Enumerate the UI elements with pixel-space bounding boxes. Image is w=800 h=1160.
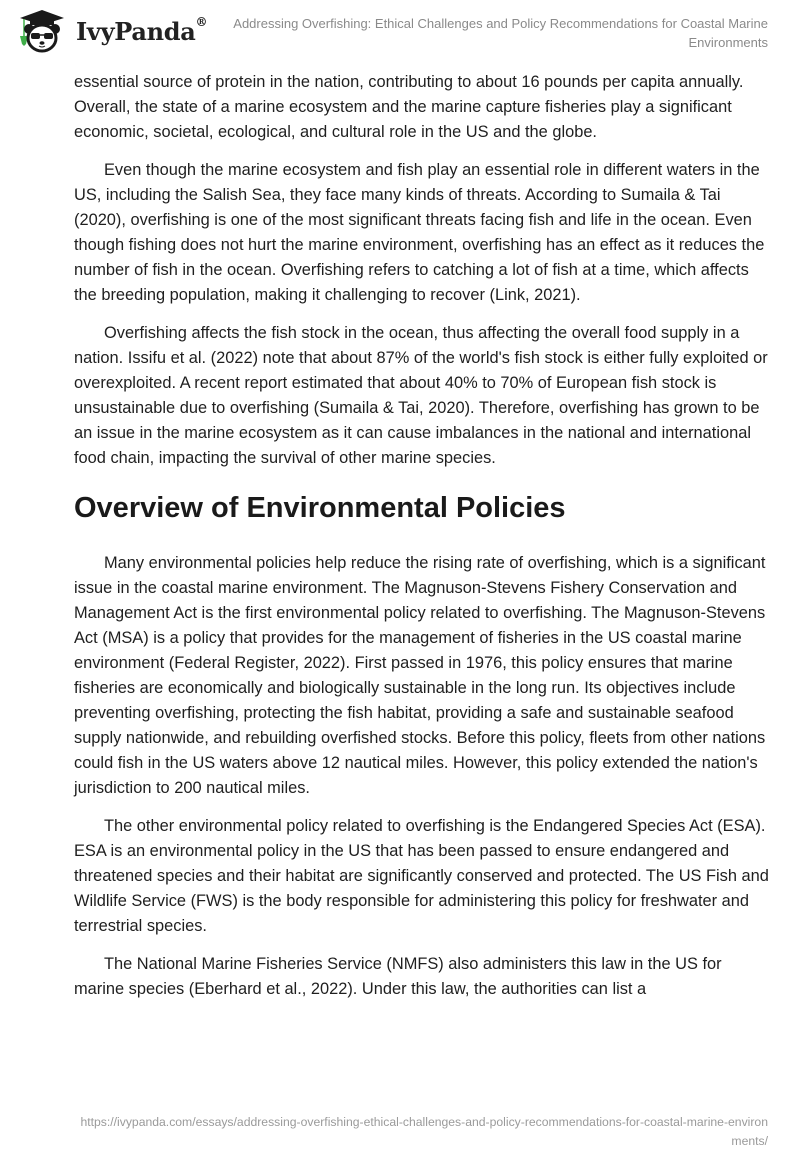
logo-wordmark: IvyPanda®	[76, 14, 208, 46]
paragraph: essential source of protein in the nation, contributing to about 16 pounds per capita annually. Overall, the state of a marine ecosystem and the marine capture fisheries play a significant economic, societal, ecological, and cultural role in the US and the globe.	[74, 73, 744, 141]
paragraph: The National Marine Fisheries Service (NMFS) also administers this law in the US for marine species (Eberhard et al., 2022). Under this law, the authorities can list a	[74, 955, 722, 998]
paragraph: Even though the marine ecosystem and fish play an essential role in different waters in the US, including the Salish Sea, they face many kinds of threats. According to Sumaila & Tai (2020), overfishing is one of the most significant threats facing fish and life in the ocean. Even though fishing does not hurt the marine environment, overfishing has an effect as it reduces the number of fish in the ocean. Overfishing refers to catching a lot of fish at a time, which affects the breeding population, making it challenging to recover (Link, 2021).	[74, 161, 765, 304]
paragraph: The other environmental policy related to overfishing is the Endangered Species Act (ESA). ESA is an environmental policy in the US that has been passed to ensure endangered and threatened species and their habitat are significantly conserved and protected. The US Fish and Wildlife Service (FWS) is the body responsible for administering this policy for freshwater and terrestrial species.	[74, 817, 769, 935]
source-url-link[interactable]: https://ivypanda.com/essays/addressing-overfishing-ethical-challenges-and-policy-recommendations-for-coastal-marine-environments/	[80, 1115, 768, 1148]
section-heading: Overview of Environmental Policies	[74, 492, 566, 524]
article-body	[74, 70, 774, 1015]
ivypanda-logo[interactable]	[16, 8, 207, 54]
paragraph: Overfishing affects the fish stock in the ocean, thus affecting the overall food supply in a nation. Issifu et al. (2022) note that about 87% of the world's fish stock is either fully exploited or overexploited. A recent report estimated that about 40% to 70% of European fish stock is unsustainable due to overfishing (Sumaila & Tai, 2020). Therefore, overfishing has grown to be an issue in the marine ecosystem as it can cause imbalances in the national and international food chain, impacting the survival of other marine species.	[74, 324, 768, 467]
page-header	[0, 0, 800, 60]
paragraph: Many environmental policies help reduce the rising rate of overfishing, which is a significant issue in the coastal marine environment. The Magnuson-Stevens Fishery Conservation and Management Act is the first environmental policy related to overfishing. The Magnuson-Stevens Act (MSA) is a policy that provides for the management of fisheries in the US coastal marine environment (Federal Register, 2022). First passed in 1976, this policy ensures that marine fisheries are economically and biologically sustainable in the long run. Its objectives include preventing overfishing, protecting the fish habitat, providing a safe and sustainable seafood supply nationwide, and rebuilding overfished stocks. Before this policy, fleets from other nations could fish in the US waters above 12 nautical miles. However, this policy extended the nation's jurisdiction to 200 nautical miles.	[74, 554, 766, 797]
document-title: Addressing Overfishing: Ethical Challenges and Policy Recommendations for Coastal Marine Environments	[233, 16, 768, 50]
panda-graduate-icon	[16, 8, 68, 54]
